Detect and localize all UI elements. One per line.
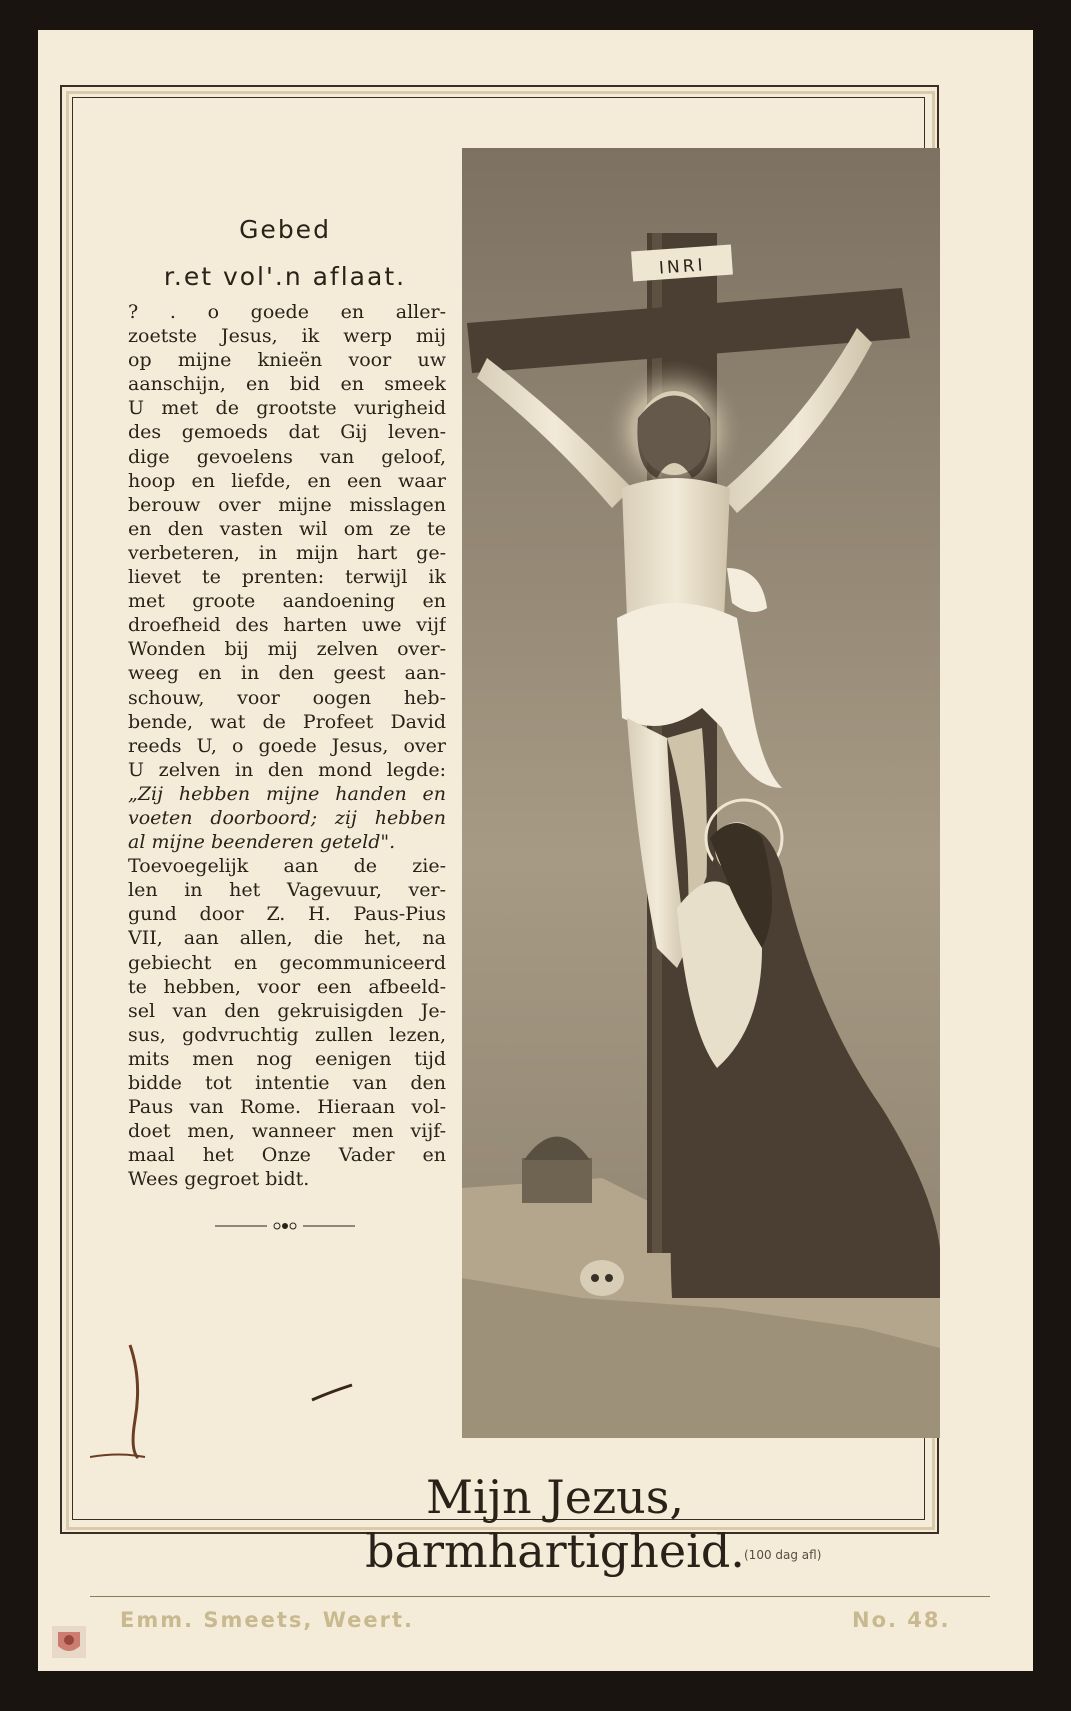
prayer-line: U met de grootste vurigheid	[128, 397, 446, 420]
prayer-line: reeds U, o goede Jesus, over	[128, 734, 446, 757]
prayer-line: des gemoeds dat Gij leven-	[128, 421, 446, 444]
prayer-line: te hebben, voor een afbeeld-	[128, 975, 446, 998]
prayer-line: lievet te prenten: terwijl ik	[128, 566, 446, 589]
ink-mark	[90, 1340, 370, 1460]
prayer-line: met groote aandoening en	[128, 590, 446, 613]
prayer-title: Gebed	[239, 215, 331, 244]
prayer-line: gebiecht en gecommuniceerd	[128, 951, 446, 974]
prayer-line: gund door Z. H. Paus-Pius	[128, 903, 446, 926]
publisher-imprint: Emm. Smeets, Weert.	[120, 1608, 414, 1632]
prayer-line: Wees gegroet bidt.	[128, 1168, 310, 1191]
prayer-line: bidde tot intentie van den	[128, 1072, 446, 1094]
prayer-line: Toevoegelijk aan de zie-	[128, 855, 446, 878]
prayer-line: op mijne knieën voor uw	[128, 349, 446, 372]
prayer-line: bende, wat de Profeet David	[128, 710, 446, 733]
prayer-line: VII, aan allen, die het, na	[128, 927, 446, 950]
prayer-line: Wonden bij mij zelven over-	[128, 638, 446, 661]
prayer-line: al mijne beenderen geteld".	[128, 831, 396, 854]
prayer-line: hoop en liefde, en een waar	[128, 469, 446, 492]
prayer-line: verbeteren, in mijn hart ge-	[128, 541, 446, 564]
prayer-line: mits men nog eenigen tijd	[128, 1047, 446, 1070]
prayer-line: „Zij hebben mijne handen en	[128, 782, 446, 805]
prayer-line: sus, godvruchtig zullen lezen,	[128, 1023, 446, 1046]
crucifixion-engraving	[462, 148, 940, 1438]
prayer-line: zoetste Jesus, ik werp mij	[128, 325, 446, 348]
ornament-divider-icon	[215, 1218, 355, 1234]
indulgence-note: (100 dag afl)	[744, 1548, 822, 1562]
prayer-line: schouw, voor oogen heb-	[128, 686, 446, 709]
prayer-line: weeg en in den geest aan-	[128, 662, 446, 685]
prayer-line: en den vasten wil om ze te	[128, 517, 446, 540]
prayer-line: doet men, wanneer men vijf-	[128, 1120, 446, 1143]
prayer-line: ? . o goede en aller-	[128, 301, 446, 323]
prayer-line: aanschijn, en bid en smeek	[128, 373, 446, 396]
motto-title: Mijn Jezus, barmhartigheid.	[365, 1470, 745, 1578]
crest-icon	[50, 1624, 88, 1660]
prayer-line: len in het Vagevuur, ver-	[128, 879, 446, 902]
prayer-line: U zelven in den mond legde:	[128, 758, 446, 781]
prayer-subtitle: r.et vol'.n aflaat.	[163, 262, 407, 291]
prayer-line: dige gevoelens van geloof,	[128, 445, 446, 468]
prayer-line: droefheid des harten uwe vijf	[128, 614, 446, 637]
prayer-line: berouw over mijne misslagen	[128, 493, 446, 516]
prayer-line: maal het Onze Vader en	[128, 1144, 446, 1167]
prayer-body	[128, 300, 446, 1191]
inri-inscription: INRI	[658, 255, 707, 279]
prayer-line: Paus van Rome. Hieraan vol-	[128, 1096, 446, 1119]
prayer-line: sel van den gekruisigden Je-	[128, 999, 446, 1022]
prayer-line: voeten doorboord; zij hebben	[128, 806, 446, 829]
card-number: No. 48.	[852, 1608, 951, 1632]
footer-rule	[90, 1596, 990, 1597]
